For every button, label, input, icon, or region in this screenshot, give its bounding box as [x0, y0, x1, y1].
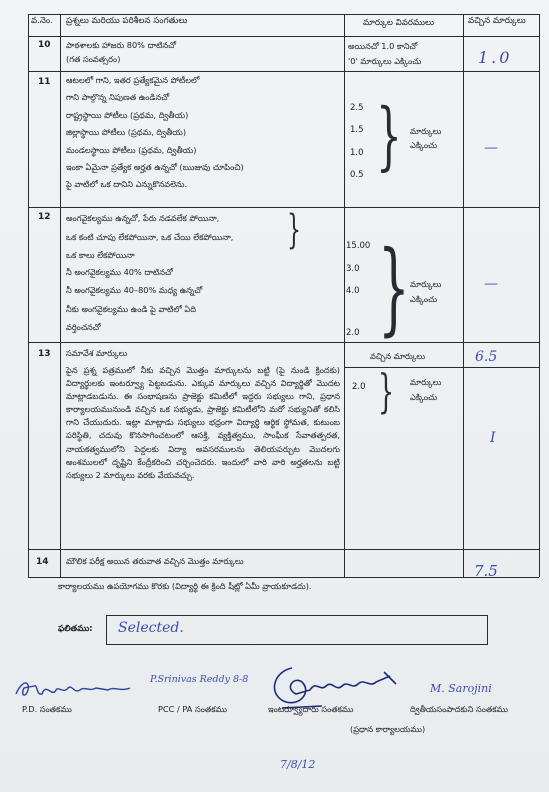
row11-line: పై వాటిలో ఒక దానిని ఎన్నుకొనవలెను.	[66, 179, 188, 189]
row14-number: 14	[36, 557, 49, 567]
row12-note2: ఎక్కించు	[410, 294, 438, 304]
col-question-divider	[344, 14, 345, 577]
row14-total-handwritten: 7.5	[474, 562, 498, 580]
result-handwritten: Selected.	[118, 620, 184, 636]
row12-note1: మార్కులు	[410, 279, 442, 289]
pd-signature-label: P.D. సంతకము	[22, 704, 72, 714]
result-label: ఫలితము:	[58, 624, 93, 634]
pcc-signature-handwritten: P.Srinivas Reddy 8-8	[150, 674, 249, 685]
pd-signature	[12, 676, 136, 702]
row13-value: 2.0	[352, 382, 366, 392]
row12-brace: }	[378, 229, 410, 346]
second-signature-label: ద్వితీయసంపాదకుని సంతకము	[410, 704, 509, 714]
header-marks-details: మార్కుల వివరములు	[363, 18, 435, 28]
header-question: ప్రశ్నలు మరియు పరిశీలన సంగతులు	[66, 16, 188, 26]
row10-marks-line1: అయినచో 1.0 కానిచో	[348, 41, 418, 51]
table-bottom-border	[28, 577, 539, 578]
row13-note2: ఎక్కించు	[410, 392, 438, 402]
row12-value: 4.0	[346, 286, 360, 296]
row11-line: గాని పాల్గొన్న నిపుణత ఉండినచో	[66, 92, 170, 102]
row12-line: నీ అంగవైకల్యము 40% దాటినచో	[66, 267, 173, 277]
date-handwritten: 7/8/12	[280, 758, 316, 771]
row13-note1: మార్కులు	[410, 377, 442, 387]
row13-obtained-handwritten: 6.5	[475, 349, 498, 365]
row10-question-line2: (గత సంవత్సరం)	[66, 54, 121, 64]
row12-line: అంగవైకల్యము ఉన్నచో, పేరు నడవలేక పోయినా,	[66, 213, 220, 223]
header-sno: వ.నెం.	[31, 16, 53, 26]
second-signature-handwritten: M. Sarojini	[430, 682, 492, 695]
row12-brace-left: }	[287, 207, 301, 253]
row13-number: 13	[38, 349, 51, 359]
row13-title: సమావేశ మార్కులు	[66, 348, 128, 358]
row12-line: వర్తించనచో	[66, 322, 101, 332]
col-sno-divider	[60, 14, 61, 577]
row11-value: 1.0	[350, 148, 364, 158]
row11-value: 0.5	[350, 170, 364, 180]
row11-brace: }	[376, 93, 402, 179]
row11-line: ఆటలలో గాని, ఇతర ప్రత్యేకమైన పోటీలలో	[66, 75, 200, 85]
row13-obtained-label: వచ్చిన మార్కులు	[370, 351, 426, 361]
row12-value: 2.0	[346, 328, 360, 338]
row11-value: 2.5	[350, 103, 364, 113]
pcc-signature-label: PCC / PA సంతకము	[158, 704, 227, 714]
row12-value: 15.00	[346, 241, 371, 251]
row10-score-handwritten: 1.0	[478, 48, 513, 67]
row12-score-handwritten: —	[484, 276, 498, 292]
row10-question-line1: పాఠశాలకు హాజరు 80% దాటినచో	[66, 40, 177, 50]
row13-sub-border	[344, 367, 539, 368]
table-right-border	[539, 14, 540, 577]
row12-value: 3.0	[346, 264, 360, 274]
row11-line: రాష్ట్రస్థాయి పోటీలు (ప్రథమ, ద్వితీయ)	[66, 110, 189, 120]
row11-note1: మార్కులు	[410, 126, 442, 136]
row13-score-handwritten: I	[490, 430, 496, 446]
row11-score-handwritten: —	[484, 140, 498, 156]
row10-number: 10	[38, 40, 51, 50]
row11-number: 11	[38, 77, 51, 87]
row11-note2: ఎక్కించు	[410, 140, 438, 150]
row14-text: మౌలిక పరీక్ష అయిన తరువాత వచ్చిన మొత్తం మార్కులు	[66, 556, 244, 566]
row11-line: ఇంకా ఏమైనా ప్రత్యేక అర్హత ఉన్నచో (ఋజువు చూపించి)	[66, 162, 244, 172]
table-left-border	[28, 14, 29, 577]
interviewer-signature-label: ఇంటర్వ్యూదారు సంతకము	[268, 704, 354, 714]
interviewer-signature-sub: (ప్రధాన కార్యాలయము)	[350, 724, 426, 734]
row12-line: నీ అంగవైకల్యము 40–80% మధ్య ఉన్నచో	[66, 285, 203, 295]
row12-line: నీకు అంగవైకల్యము ఉండి పై వాటిలో ఏది	[66, 304, 196, 314]
col-marks-divider	[463, 14, 464, 577]
row12-line: ఒక కాలు లేకపోయినా	[66, 250, 135, 260]
office-use-note: కార్యాలయము ఉపయోగము కొరకు (విద్యార్థి ఈ క్రింది షీట్లో ఏమీ వ్రాయకూడదు).	[58, 581, 312, 591]
row12-line: ఒక కంటి చూపు లేకపోయినా, ఒక చేయి లేకపోయినా,	[66, 232, 234, 242]
header-marks-obtained: వచ్చిన మార్కులు	[468, 16, 526, 26]
row13-brace: }	[378, 364, 395, 418]
row11-line: మండలస్థాయి పోటీలు (ప్రథమ, ద్వితీయ)	[66, 145, 197, 155]
row13-description: పైన ప్రశ్న పత్రములో నీకు వచ్చిన మొత్తం మార్కులను బట్టి (పై నుండి క్రిందకు) విద్యార్థులకు ఇంటర్వ్యూ పెట్టబడును. ఎక్కువ మార్కులు వచ్చిన విద్యార్థితో మొదట మాట్లాడబడును. ఈ సంభాషణను ప్రాజెక్టు కమిటీలో ఇద్దరు సభ్యులు గాని, ప్రధాన కార్యాలయమునుండి వచ్చిన ఒక సభ్యుడు, ప్రాజెక్టు కమిటీలోని మరో సభ్యునితో కలిసి గాని చేయుదురు. ఇట్లా మాట్లాడు సభ్యులు భధ్రంగా విద్యార్థి ఆర్థిక స్థోమత, కుటుంబ పరిస్థితి, చదువు కొనసాగించటంలో ఆసక్తి, వ్యక్తిత్వము, సాంఘీక సేవాతత్పరత, నాయకత్వములోని పెద్దలకు విద్యా అవసరములను తెలియపర్చుట మొదలగు అంశములలో దృష్టిని కేంద్రీకరించి చర్చించెదరు. ఇందులో వారి వారి అర్హతలను బట్టి సభ్యులు 2 మార్కులు వరకు వేయవచ్చు.	[66, 365, 340, 480]
row11-line: జిల్లాస్థాయి పోటీలు (ప్రథమ, ద్వితీయ)	[66, 127, 187, 137]
row11-value: 1.5	[350, 125, 364, 135]
row10-marks-line2: '0' మార్కులు ఎక్కించు	[348, 56, 422, 66]
row12-number: 12	[38, 212, 51, 222]
